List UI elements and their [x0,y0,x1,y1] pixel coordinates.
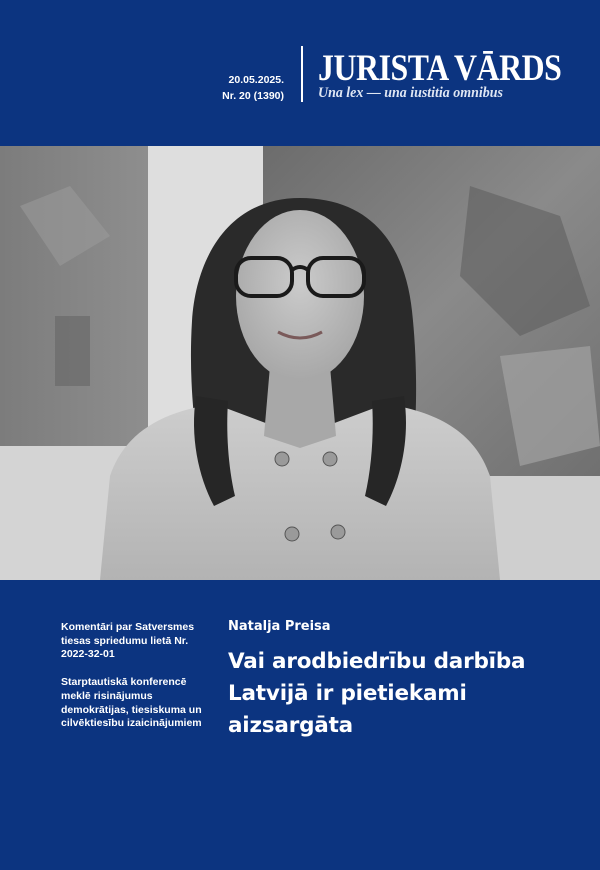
feature-headline: Vai arodbiedrību darbība Latvijā ir pietiekami aizsargāta [228,649,526,738]
header-divider [301,46,303,102]
left-painting-block [55,316,90,386]
feature-author: Natalja Preisa [228,619,331,634]
issue-date: 20.05.2025. [228,74,284,86]
sidebar-teaser-1: Komentāri par Satversmes tiesas spriedumu lietā Nr. 2022-32-01 [61,621,195,661]
masthead [318,50,600,101]
masthead-title: JURISTA VĀRDS [318,48,562,89]
issue-info [222,72,284,104]
cover-photo [0,146,600,580]
issue-number: Nr. 20 (1390) [222,90,284,102]
sidebar-teasers [61,621,211,745]
masthead-motto: Una lex — una iustitia omnibus [318,85,503,101]
sidebar-teaser-2: Starptautiskā konferencē meklē risinājumus demokrātijas, tiesiskuma un cilvēktiesību izaicinājumiem [61,676,202,730]
